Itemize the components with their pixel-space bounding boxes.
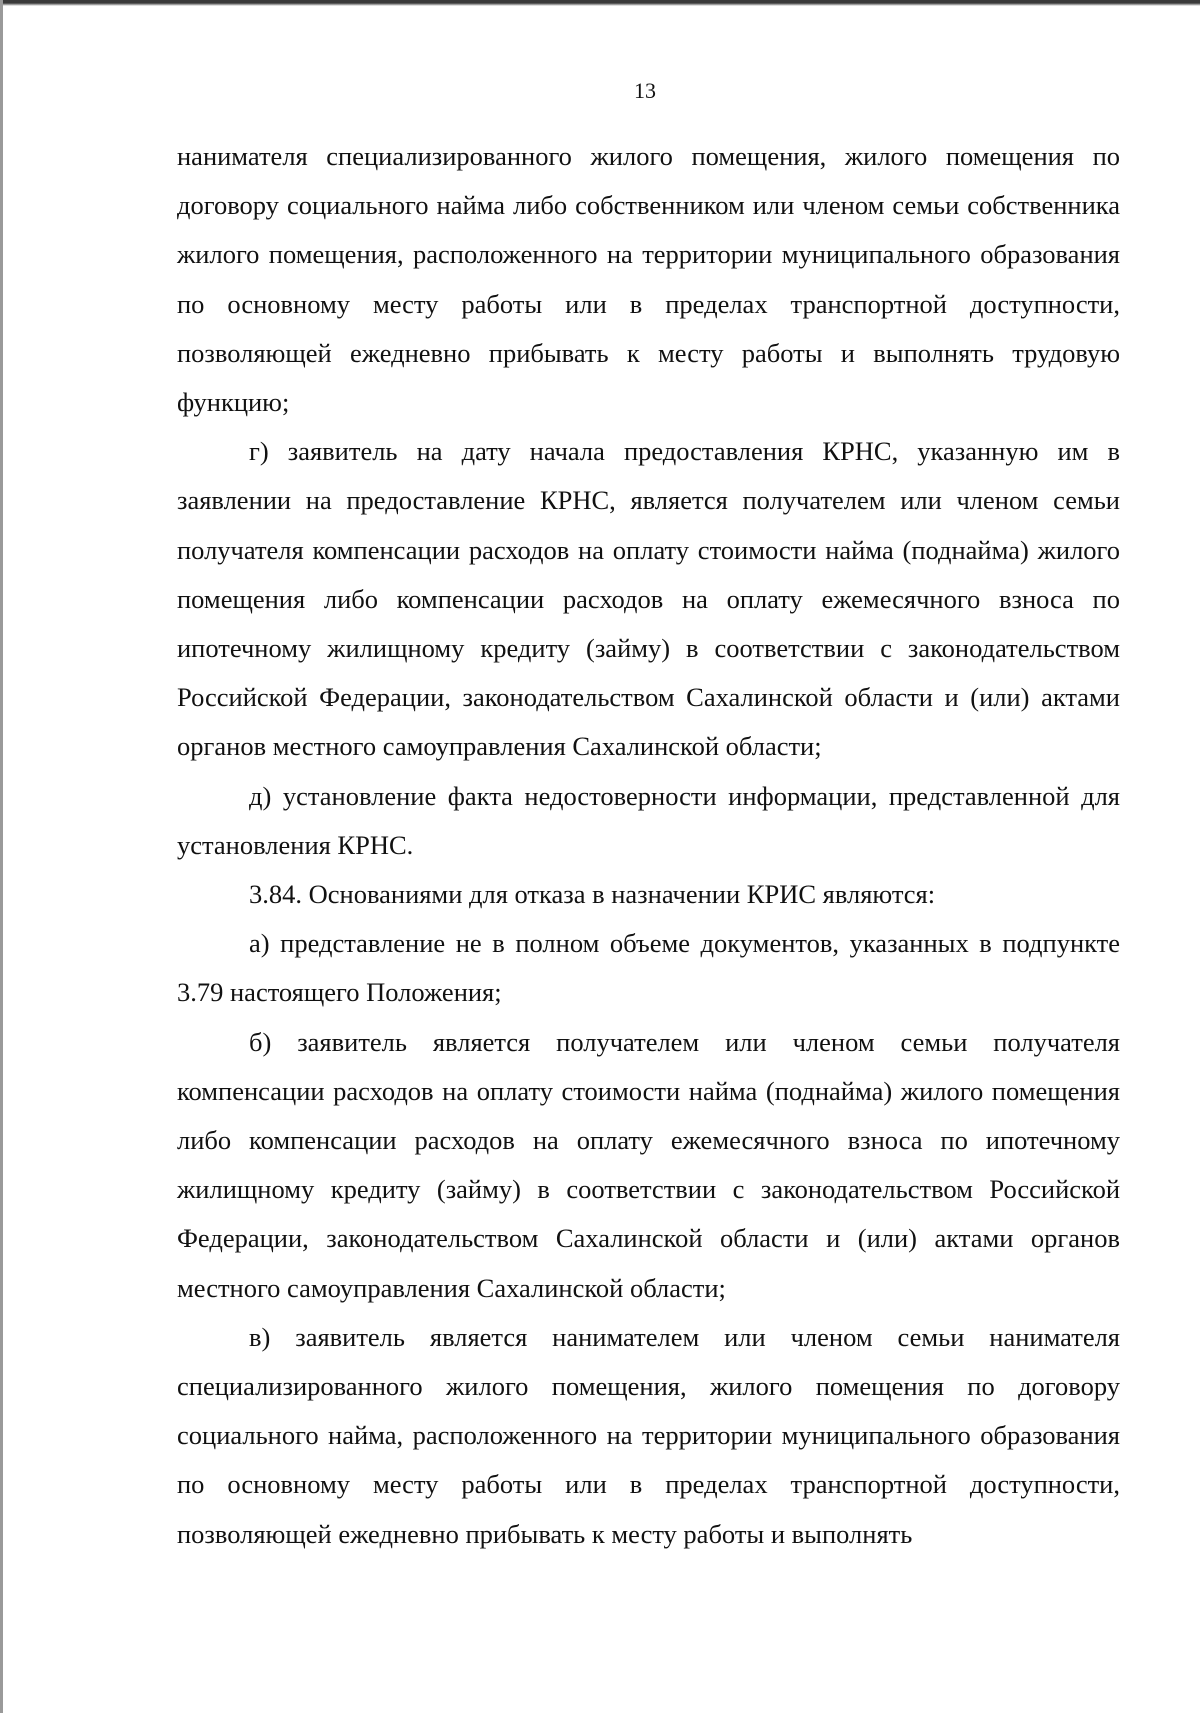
paragraph-continuation: нанимателя специализированного жилого помещения, жилого помещения по договору социального найма либо собственником или членом семьи собственника жилого помещения, расположенного на территории муниципального образования по основному месту работы или в пределах транспортной доступности, позволяющей ежедневно прибывать к месту работы и выполнять трудовую функцию; [177,141,1120,418]
paragraph-item-b: б) заявитель является получателем или членом семьи получателя компенсации расходов на оплату стоимости найма (поднайма) жилого помещения либо компенсации расходов на оплату ежемесячного взноса по ипотечному жилищному кредиту (займу) в соответствии с законодательством Российской Федерации, законодательством Сахалинской области и (или) актами органов местного самоуправления Сахалинской области; [177,1026,1120,1303]
scan-left-edge [0,0,3,1713]
document-body [177,132,1120,1559]
paragraph-item-g: г) заявитель на дату начала предоставления КРНС, указанную им в заявлении на предоставление КРНС, является получателем или членом семьи получателя компенсации расходов на оплату стоимости найма (поднайма) жилого помещения либо компенсации расходов на оплату ежемесячного взноса по ипотечному жилищному кредиту (займу) в соответствии с законодательством Российской Федерации, законодательством Сахалинской области и (или) актами органов местного самоуправления Сахалинской области; [177,436,1120,762]
scan-top-edge [0,0,1200,6]
paragraph-item-a: а) представление не в полном объеме документов, указанных в подпункте 3.79 настоящего Положения; [177,928,1120,1008]
paragraph-item-d: д) установление факта недостоверности информации, представленной для установления КРНС. [177,780,1120,860]
page-number: 13 [634,78,656,103]
paragraph-clause-3-84: 3.84. Основаниями для отказа в назначении КРИС являются: [249,879,936,910]
paragraph-item-v: в) заявитель является нанимателем или членом семьи нанимателя специализированного жилого помещения, жилого помещения по договору социального найма, расположенного на территории муниципального образования по основному месту работы или в пределах транспортной доступности, позволяющей ежедневно прибывать к месту работы и выполнять [177,1321,1120,1549]
